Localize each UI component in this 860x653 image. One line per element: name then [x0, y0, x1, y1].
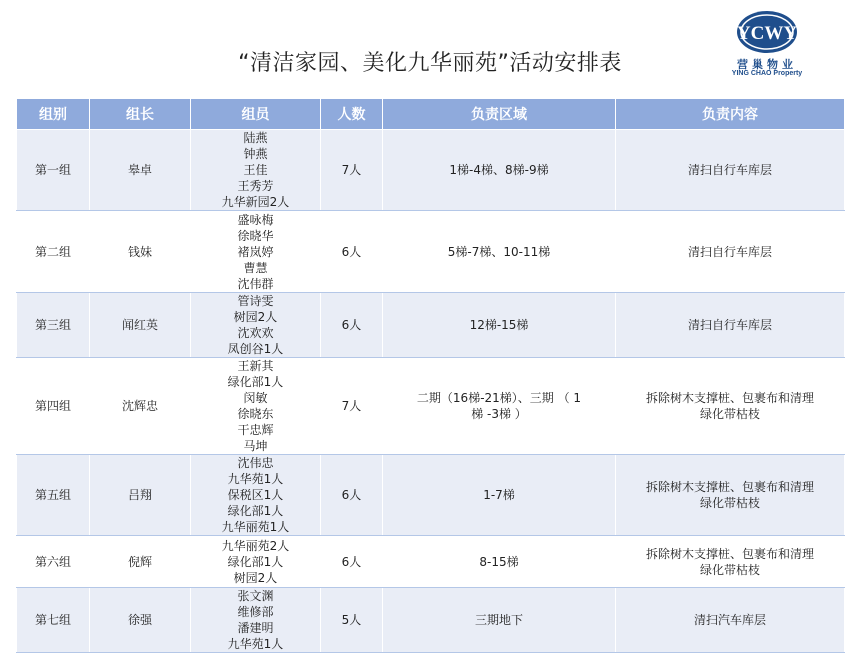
- member-name: 钟燕: [243, 147, 268, 161]
- table-row: [17, 358, 845, 455]
- member-name: 九华丽苑1人: [221, 520, 290, 534]
- members-cell: [191, 358, 321, 455]
- member-name: 树园2人: [233, 570, 278, 585]
- table-header-row: [17, 99, 845, 130]
- group-cell: 第二组: [17, 211, 90, 293]
- member-name: 徐晓东: [237, 407, 274, 421]
- leader-cell: 徐强: [90, 588, 191, 653]
- members-cell: [191, 293, 321, 358]
- members-cell: [191, 588, 321, 653]
- member-name: 张文渊: [237, 589, 274, 603]
- logo-chinese-name: 营巢物业: [737, 58, 797, 71]
- count-cell: 6人: [321, 211, 383, 293]
- count-cell: 7人: [321, 358, 383, 455]
- count-cell: 6人: [321, 293, 383, 358]
- logo-mark-text: YCWY: [736, 23, 798, 44]
- group-cell: 第六组: [17, 536, 90, 588]
- area-cell: 1梯-4梯、8梯-9梯: [383, 130, 616, 211]
- table-row: [17, 536, 845, 588]
- leader-cell: 钱妹: [90, 211, 191, 293]
- member-name: 维修部: [237, 605, 274, 619]
- count-cell: 7人: [321, 130, 383, 211]
- count-cell: 5人: [321, 588, 383, 653]
- member-name: 盛咏梅: [237, 212, 274, 227]
- area-cell: 12梯-15梯: [383, 293, 616, 358]
- member-name: 徐晓华: [237, 228, 274, 243]
- members-cell: [191, 455, 321, 536]
- group-cell: 第四组: [17, 358, 90, 455]
- leader-cell: 皋卓: [90, 130, 191, 211]
- count-cell: 6人: [321, 455, 383, 536]
- header-count: 人数: [321, 99, 383, 130]
- member-name: 绿化部1人: [227, 504, 284, 518]
- member-name: 王佳: [243, 163, 268, 177]
- table-row: [17, 293, 845, 358]
- member-name: 曹慧: [243, 260, 268, 275]
- member-name: 干忠辉: [237, 423, 274, 437]
- member-name: 马坤: [243, 439, 268, 453]
- table-row: [17, 455, 845, 536]
- content-cell: 清扫自行车库层: [616, 130, 845, 211]
- company-logo: [722, 10, 812, 80]
- member-name: 树园2人: [233, 310, 278, 324]
- header-content: 负责内容: [616, 99, 845, 130]
- member-name: 九华苑1人: [227, 472, 284, 486]
- content-cell: 拆除树木支撑桩、包裹布和清理绿化带枯枝: [616, 536, 845, 588]
- header-area: 负责区域: [383, 99, 616, 130]
- member-name: 九华新园2人: [221, 195, 290, 209]
- content-cell: 清扫汽车库层: [616, 588, 845, 653]
- member-name: 褚岚婷: [237, 244, 274, 259]
- leader-cell: 闻红英: [90, 293, 191, 358]
- page-title: “清洁家园、美化九华丽苑”活动安排表: [238, 51, 622, 76]
- leader-cell: 倪辉: [90, 536, 191, 588]
- group-cell: 第一组: [17, 130, 90, 211]
- count-cell: 6人: [321, 536, 383, 588]
- schedule-table: [16, 98, 845, 653]
- content-cell: 清扫自行车库层: [616, 293, 845, 358]
- header-group: 组别: [17, 99, 90, 130]
- table-row: [17, 130, 845, 211]
- member-name: 绿化部1人: [227, 375, 284, 389]
- members-cell: [191, 211, 321, 293]
- member-name: 潘建明: [237, 621, 274, 635]
- leader-cell: 吕翔: [90, 455, 191, 536]
- area-cell: 二期（16梯-21梯）、三期 （ 1梯 -3梯 ）: [383, 358, 616, 455]
- member-name: 沈伟群: [237, 276, 274, 291]
- member-name: 绿化部1人: [227, 554, 284, 569]
- content-cell: 拆除树木支撑桩、包裹布和清理绿化带枯枝: [616, 455, 845, 536]
- group-cell: 第七组: [17, 588, 90, 653]
- header-members: 组员: [191, 99, 321, 130]
- group-cell: 第三组: [17, 293, 90, 358]
- table-row: [17, 211, 845, 293]
- member-name: 闵敏: [243, 391, 268, 405]
- table-row: [17, 588, 845, 653]
- member-name: 王秀芳: [237, 179, 274, 193]
- member-name: 凤创谷1人: [227, 342, 284, 356]
- leader-cell: 沈辉忠: [90, 358, 191, 455]
- member-name: 沈伟忠: [237, 456, 274, 470]
- member-name: 陆燕: [243, 131, 268, 145]
- members-cell: [191, 130, 321, 211]
- header-leader: 组长: [90, 99, 191, 130]
- ycwy-logo-icon: [736, 10, 798, 54]
- content-cell: 拆除树木支撑桩、包裹布和清理绿化带枯枝: [616, 358, 845, 455]
- group-cell: 第五组: [17, 455, 90, 536]
- area-cell: 5梯-7梯、10-11梯: [383, 211, 616, 293]
- logo-english-name: YING CHAO Property: [731, 70, 803, 77]
- member-name: 保税区1人: [227, 488, 284, 502]
- member-name: 王新其: [237, 359, 274, 373]
- member-name: 九华丽苑2人: [221, 538, 290, 553]
- member-name: 九华苑1人: [227, 637, 284, 651]
- area-cell: 1-7梯: [383, 455, 616, 536]
- content-cell: 清扫自行车库层: [616, 211, 845, 293]
- area-cell: 三期地下: [383, 588, 616, 653]
- member-name: 管诗雯: [237, 294, 274, 308]
- members-cell: [191, 536, 321, 588]
- member-name: 沈欢欢: [237, 326, 274, 340]
- area-cell: 8-15梯: [383, 536, 616, 588]
